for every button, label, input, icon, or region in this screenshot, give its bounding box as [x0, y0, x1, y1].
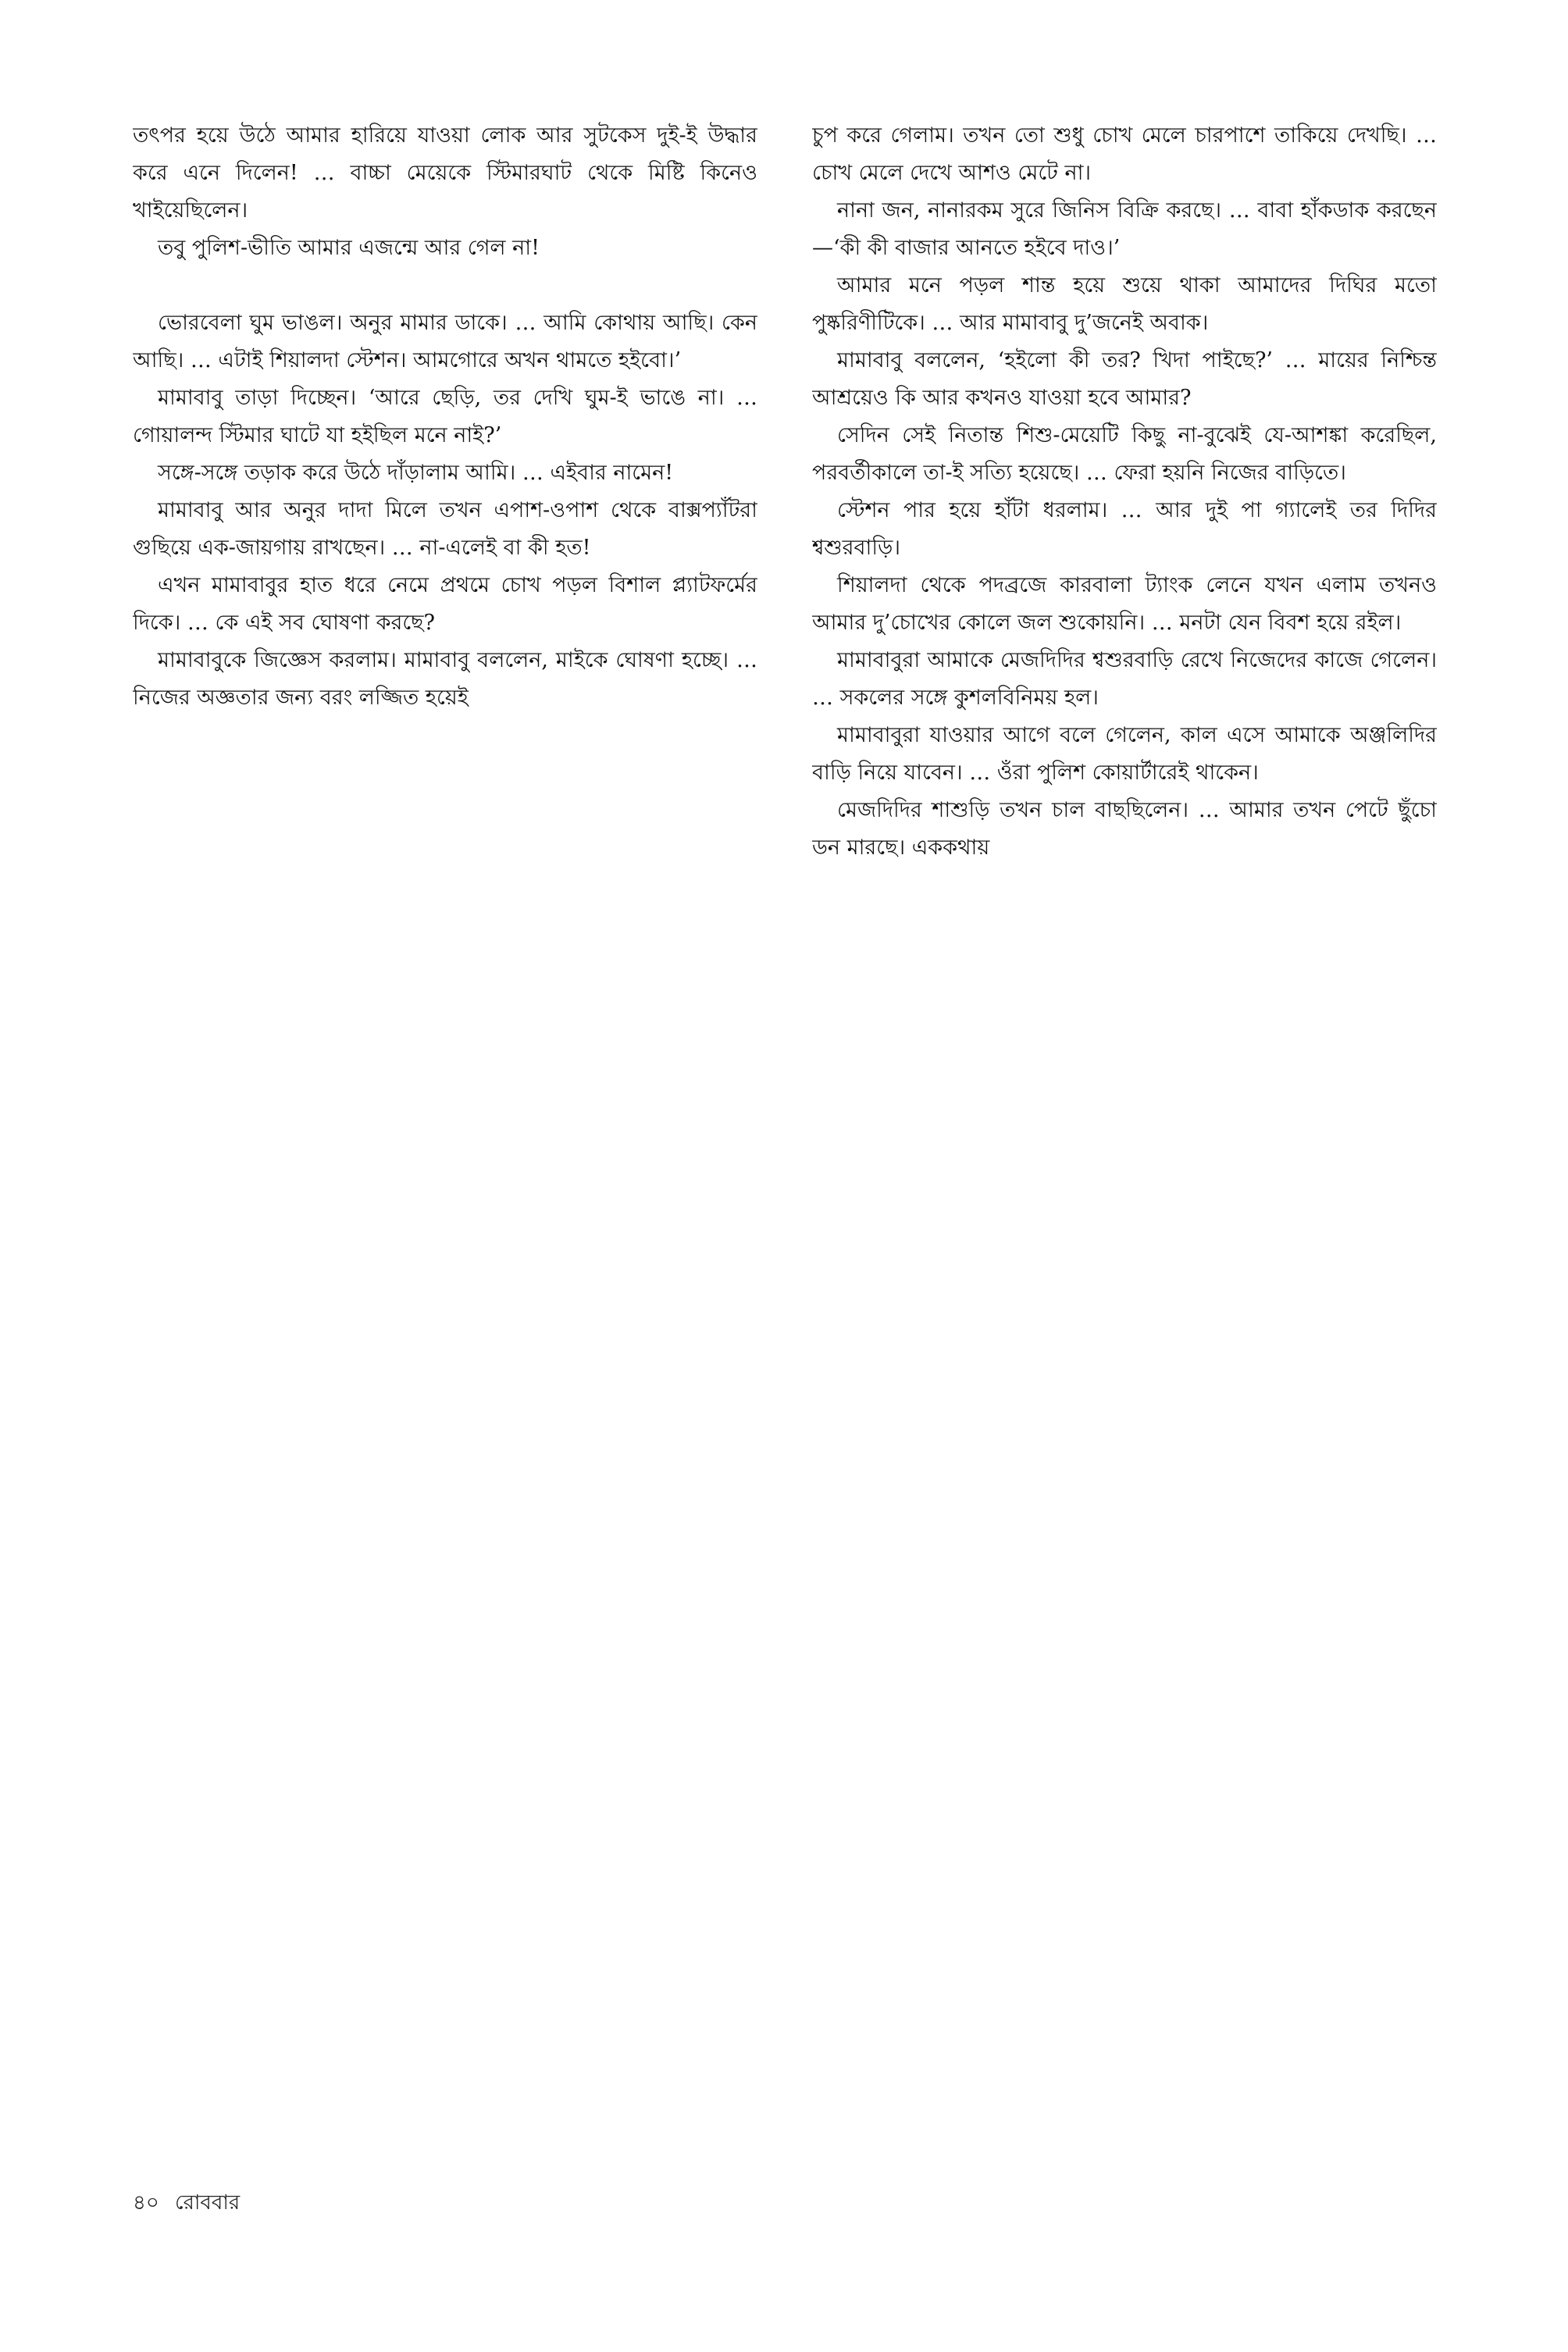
paragraph: নানা জন, নানারকম সুরে জিনিস বিক্রি করছে। … বাবা হাঁকডাক করছেন—‘কী কী বাজার আনতে হইবে দাও।’ — [812, 198, 1437, 260]
publication-name: রোববার — [175, 2191, 241, 2215]
paragraph: স্টেশন পার হয়ে হাঁটা ধরলাম। … আর দুই পা গ্যালেই তর দিদির শ্বশুরবাড়ি। — [812, 498, 1437, 560]
page-footer — [133, 2186, 249, 2221]
paragraph: ভোরবেলা ঘুম ভাঙল। অনুর মামার ডাকে। … আমি কোথায় আছি। কেন আছি। … এটাই শিয়ালদা স্টেশন। আমগোরে অখন থামতে হইবো।’ — [133, 311, 757, 372]
paragraph: মামাবাবু আর অনুর দাদা মিলে তখন এপাশ-ওপাশ থেকে বাক্সপ্যাঁটরা গুছিয়ে এক-জায়গায় রাখছেন। … না-এলেই বা কী হত! — [133, 498, 757, 560]
paragraph: মামাবাবু বললেন, ‘হইলো কী তর? খিদা পাইছে?’ … মায়ের নিশ্চিন্ত আশ্রয়েও কি আর কখনও যাওয়া হবে আমার? — [812, 348, 1437, 410]
page-number: ৪০ — [133, 2191, 159, 2215]
paragraph: মেজদিদির শাশুড়ি তখন চাল বাছছিলেন। … আমার তখন পেটে ছুঁচো ডন মারছে। এককথায় — [812, 798, 1437, 860]
paragraph: তবু পুলিশ-ভীতি আমার এজন্মে আর গেল না! — [158, 236, 540, 260]
paragraph: আমার মনে পড়ল শান্ত হয়ে শুয়ে থাকা আমাদের দিঘির মতো পুষ্করিণীটিকে। … আর মামাবাবু দু’জনেই অবাক। — [812, 273, 1437, 335]
paragraph: মামাবাবুরা আমাকে মেজদিদির শ্বশুরবাড়ি রেখে নিজেদের কাজে গেলেন। … সকলের সঙ্গে কুশলবিনিময় হল। — [812, 648, 1437, 710]
paragraph: মামাবাবুকে জিজ্ঞেস করলাম। মামাবাবু বললেন, মাইকে ঘোষণা হচ্ছে। … নিজের অজ্ঞতার জন্য বরং লজ্জিত হয়েই — [133, 648, 757, 710]
paragraph: তৎপর হয়ে উঠে আমার হারিয়ে যাওয়া লোক আর সুটকেস দুই-ই উদ্ধার করে এনে দিলেন! … বাচ্চা মেয়েকে স্টিমারঘাট থেকে মিষ্টি কিনেও খাইয়েছিলেন। — [133, 123, 757, 223]
paragraph: এখন মামাবাবুর হাত ধরে নেমে প্রথমে চোখ পড়ল বিশাল প্ল্যাটফর্মের দিকে। … কে এই সব ঘোষণা করছে? — [133, 573, 757, 635]
paragraph: মামাবাবুরা যাওয়ার আগে বলে গেলেন, কাল এসে আমাকে অঞ্জলিদির বাড়ি নিয়ে যাবেন। … ওঁরা পুলিশ কোয়ার্টারেই থাকেন। — [812, 723, 1437, 785]
paragraph: সেদিন সেই নিতান্ত শিশু-মেয়েটি কিছু না-বুঝেই যে-আশঙ্কা করেছিল, পরবর্তীকালে তা-ই সত্যি হয়েছে। … ফেরা হয়নি নিজের বাড়িতে। — [812, 423, 1437, 485]
paragraph: মামাবাবু তাড়া দিচ্ছেন। ‘আরে ছেড়ি, তর দেখি ঘুম-ই ভাঙে না। … গোয়ালন্দ স্টিমার ঘাটে যা হইছিল মনে নাই?’ — [133, 386, 757, 447]
text-column-right — [812, 117, 1437, 2108]
paragraph: চুপ করে গেলাম। তখন তো শুধু চোখ মেলে চারপাশে তাকিয়ে দেখছি। … চোখ মেলে দেখে আশও মেটে না। — [812, 123, 1437, 185]
text-column-left — [133, 117, 757, 2108]
paragraph: শিয়ালদা থেকে পদব্রজে কারবালা ট্যাংক লেনে যখন এলাম তখনও আমার দু’চোখের কোলে জল শুকোয়নি। … মনটা যেন বিবশ হয়ে রইল। — [812, 573, 1437, 635]
paragraph: সঙ্গে-সঙ্গে তড়াক করে উঠে দাঁড়ালাম আমি। … এইবার নামেন! — [158, 461, 674, 485]
